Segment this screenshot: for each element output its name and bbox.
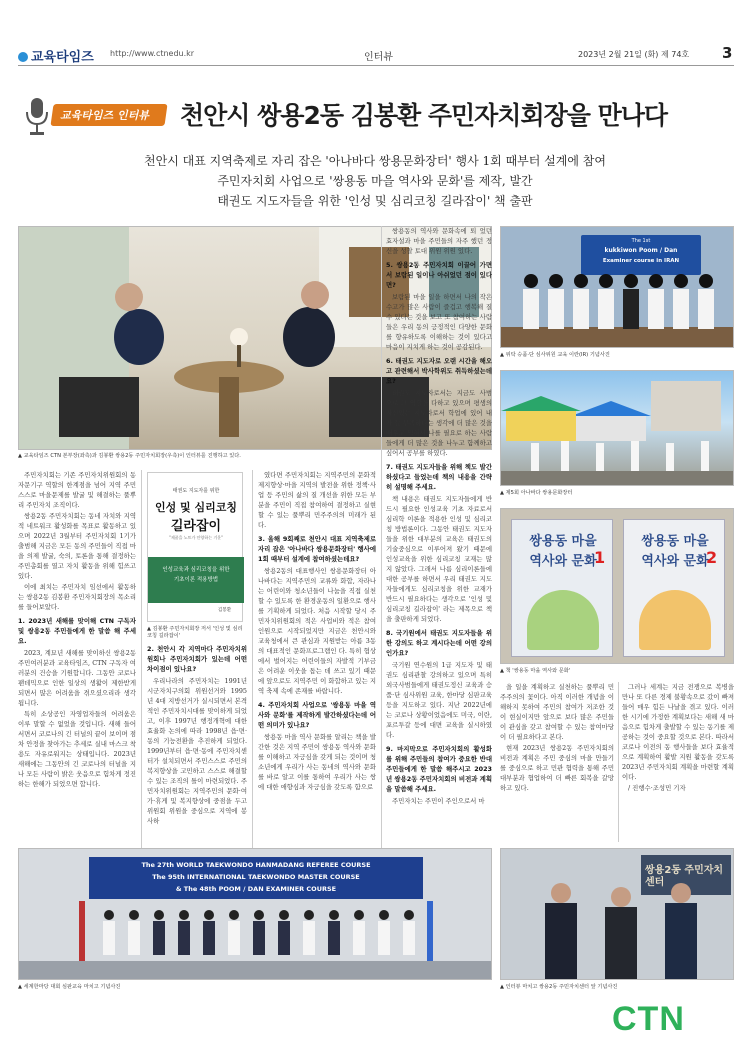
book-title-2: 길라잡이 [170,519,222,534]
paragraph: 특히 소상공인 자영업자들의 어려움은 이루 말할 수 없었을 것입니다. 새해 들어서면서 코로나의 긴 터널의 끝이 보이며 점차 안정을 찾아가는 추세로 실내 마스크 착용도 자유로워지는 상태입니다. 2023년 새해에는 그동안의 긴 코로나의 터널을 지나 모든 사람이 밝은 웃음으로 힘차게 정진하는 한해가 되었으면 합니다. [18,710,136,788]
paragraph: 현재 2023년 쌍용2동 주민자치회의 비전과 계획은 주민 중심의 마을 만들기를 중심으로 하고 민관 협력을 통해 주민 대부분과 협업하여 더 빠른 회복을 갈망하고 있다. [500,744,614,792]
section-name: 인터뷰 [364,52,393,63]
group-banner-line-3: & The 48th POOM / DAN EXAMINER COURSE [175,885,337,893]
book-1-title: 쌍용동 마을 [529,534,597,549]
question-heading: 7. 태권도 지도자들을 위해 책도 발간하셨다고 들었는데 책의 내용을 간략히 설명해 주세요. [386,463,492,491]
iran-group-illustration [501,267,734,348]
column-rule [381,226,382,942]
column-rule [618,682,619,842]
iran-banner-line-2: kukkiwon Poom / Dan [604,247,678,254]
paragraph: 쌍용동 마을 역사 문화를 알리는 책을 발간한 것은 지역 주민이 쌍용동 역사와 문화를 이해하고 자긍심을 갖게 되는 것이며 청소년에게 우리가 사는 동네의 역사와 문화를 바로 알고 이를 통하여 우리가 사는 쌍에 대한 애향심과 자긍심을 갖도록 함으로 [258,733,376,791]
caption-book: ▲ 김봉환 주민자치회장 저서 '인성 및 심리코칭 길라잡이' [147,626,243,639]
subheadline-1: 천안시 대표 지역축제로 자리 잡은 '아나바다 쌍용문화장터' 행사 1회 때부터 설계에 참여 [144,154,606,168]
site-url[interactable]: http://www.ctnedu.kr [110,49,195,58]
ctn-logo: CTN [612,1000,685,1038]
headline: 천안시 쌍용2동 김봉환 주민자치회장을 만나다 [180,101,668,130]
caption-iran: ▲ 위탁 승품·단 심사위원 교육 이란(IR) 기념사진 [500,352,610,358]
article-column-6 [622,682,734,842]
logo-icon [18,52,28,62]
subheadline-3: 태권도 지도자들을 위한 '인성 및 심리코칭 길라잡이' 책 출판 [217,194,533,208]
question-heading: 3. 올해 9회째로 천안시 대표 지역축제로 자리 잡은 '아나바다 쌍용문화장터' 행사에 1회 때부터 설계에 참여하셨는데요? [258,535,376,563]
group-banner-line-1: The 27th WORLD TAEKWONDO HANMADANG REFEREE COURSE [141,861,371,869]
book-title-1: 인성 및 심리코칭 [154,501,238,514]
caption-books: ▲ 책 '쌍용동 마을 역사와 문화' [500,668,571,674]
book-small-title: 태권도 지도자를 위한 [172,488,220,494]
book-1-subtitle: 역사와 문화 [529,554,597,569]
subheadline-2: 주민자치회 사업으로 '쌍용동 마을 역사와 문화'를 제작, 발간 [217,174,533,188]
books-photo [500,508,734,664]
question-heading: 9. 마지막으로 주민자치회의 활성화를 위해 주민들의 참여가 중요한 반대 주민들에게 한 말씀 해주시고 2023년 쌍용2동 주민자치회의 비전과 계획을 말씀해 주세요. [386,745,492,793]
paragraph: 우리나라의 주민자치는 1991년 시군자치구의회 위원선거와 1995년 4대 지방선거가 실시되면서 본격적인 주민자치시대를 맞이하게 되었고, 이후 1997년 행정개혁에 대한 효율화 논의에 따라 1998년 읍·면·동의 기능전환을 추진하게 되었다. 1999년부터 읍·면·동에 주민자치센터가 설치되면서 주민스스로 주민의 복지향상을 고민하고 스스로 해결할 수 있는 조직의 틀이 마련되었다. 주민자치위원회는 지역주민의 문화·여가·휴게 및 복지향상에 중점을 두고 위원회 위원을 중심으로 지역에 봉사하 [147,677,247,825]
paragraph: 쌍용2동 주민자치회는 동네 자치와 지역적 네트워크 활성화를 목표로 활동하고 있으며 2022년 3월부터 주민자치회 1기가 출범해 지금은 모든 동의 주민들이 직접 마을 의제 발굴, 숙의, 토론을 통해 결정하는 주민총회를 열고 자치 활동을 위해 힘쓰고 있다. [18,512,136,580]
group-photo [18,848,492,980]
paragraph: 그러나 세계는 지금 전쟁으로 복병을 만나 또 다른 경제 불황속으로 갔이 빠져들어 매우 힘든 나날을 겪고 있다. 이러한 시기에 가정한 계획보다는 새해 새 마음으로 힘차게 출발할 수 있는 동기를 제공하는 것이 중요할 것으로 본다. 따라서 코로나 이전의 동 행사들을 보다 효율적으로 계획하여 활발 지원 활동을 갖도록 2023년 주민자치회 계획을 마련할 계획이다. [622,683,734,781]
book-1 [511,519,613,657]
question-heading: 8. 국기원에서 태권도 지도자들을 위한 강의도 하고 계시다는데 어떤 강의인가요? [386,629,492,657]
question-heading: 4. 주민자치회 사업으로 '쌍용동 마을 역사와 문화'를 제작하게 발간하셨다는데 어떤 의미가 있나요? [258,701,376,729]
caption-group: ▲ 세계한마당 대회 심판교육 마치고 기념사진 [18,984,121,990]
paragraph: 태권도 지도자로서는 지금도 사범 으로 그 역할을 다하고 있으며 평생의 자신있는 지도자로서 학업에 있어 내가 늘 부족하다는 생각에 더 많은 것을 배우고 익혀서 나를 필요로 하는 사람들에게 더 많은 것을 나누고 함께하고 싶어서 공부를 하였다. [386,389,492,457]
microphone-icon [22,96,52,138]
book-2-subtitle: 역사와 문화 [641,554,709,569]
paragraph: 을 일을 계획하고 실천하는 풀뿌리 민주주의의 꽃이다. 아직 이러한 개념을 이해하지 못하여 주민의 참여가 저조한 것이 현실이지만 앞으로 보다 많은 주민들이 관심을 갖고 참여할 수 있는 참여마당이 더 필요하다고 본다. [500,683,614,741]
article-column-4 [386,226,492,942]
question-heading: 2. 천안시 각 지역마다 주민자치위원회나 주민자치회가 있는데 어떤 차이점이 있나요? [147,645,247,673]
book-cover [147,472,243,622]
paragraph: 였다면 주민자치회는 지역주민의 문화적 제지향상·마을 지역의 발전을 위한 정책·사업 등 주민의 삶의 질 개선을 위한 모든 부분을 주민이 직접 참여하여 결정하고 실현할 수 있는 풀뿌리 민주주의의 미래가 된다. [258,471,376,529]
book-band-line-2: 기초이론 적용방법 [173,577,219,583]
book-author: 김봉환 [218,608,232,613]
paragraph: 주민자치회는 기존 주민자치위원회의 동 자문기구 역할의 한계점을 넘어 지역 주민 스스로 마을문제를 발굴 및 해결하는 풀뿌리 주민자치 조직이다. [18,471,136,509]
page-header [18,46,734,66]
group-banner-line-2: The 95th INTERNATIONAL TAEKWONDO MASTER COURSE [152,873,360,881]
center-sign: 쌍용2동 주민자치센터 [645,865,724,888]
article-column-5 [500,682,614,842]
paragraph: 보람된 마을 일을 하면서 나의 작은 수고가 많은 사람이 즐겁고 행복해 질 수 있다는 것을 보고 또 참여하는 사람들은 우리 동의 긍정적인 다양한 문화를 향유하도록 이해하는 것이 있다고 마음이 지치게 하는 것이 공감된다. [386,293,492,351]
question-heading: 6. 태권도 지도자로 오랜 시간을 해오고 관련해서 박사학위도 취득하셨는데요? [386,357,492,385]
group-banner [89,857,423,899]
book-band-line-1: 인성교육과 심리코칭을 위한 [162,567,230,573]
paragraph: 쌍용2동의 대표행사인 쌍용문화장터 아나바다는 지역주민의 교류와 화합, 자라나는 어린이와 청소년들이 나눔을 직접 실천할 수 있도록 한 환경운동의 일환으로 행사를 기획하게 되었다. 처음 시작할 당시 주민자치위원회의 적은 사업비와 적은 참여인원으로 시작되었지만 지금은 천안시와 교육청에서 큰 관심과 지원받는 아름 3동의 대표적인 문화프로그램인 다. 특히 협상에서 벌어지는 어린이들의 자발적 기부금은 어려운 이웃을 돕는 데 쓰고 있기 때문에 앞으로도 지역주민 이 화합하고 있는 지역 축제 속에 존재를 바랍니다. [258,567,376,695]
page-number: 3 [722,44,733,62]
issue-date: 2023년 2월 21일 (화) 제 74호 [578,50,690,59]
festival-illustration [501,371,734,486]
book-2-illustration [639,590,711,650]
book-band [148,557,244,603]
book-1-illustration [527,590,599,650]
interview-tag: 교육타임즈 인터뷰 [60,109,149,122]
caption-main: ▲ 교육타임즈 CTN 본부장(좌측)과 김봉환 쌍용2동 주민자치회장(우측)이 인터뷰를 진행하고 있다. [18,453,241,459]
book-2 [623,519,725,657]
paragraph: 국기원 연수원의 1급 지도자 및 태권도 심리관찰 강의하고 있으며 특히 외국사범들에게 태권도정신 교육과 승품·단 심사위원 교육, 한마당 심판교육 등을 지도하고 있다. 지난 2022년에는 코로나 상황이었음에도 미국, 이란, 포르투갈 등에 대면 교육을 실시하였다. [386,661,492,739]
paragraph: 책 내용은 태권도 지도자들에게 반드시 필요한 인성교육 기초 자료로서 심리학 이론을 적용한 인성 및 심리코칭 방법론이다. 그동안 태권도 지도자들을 위한 대부분의 교육은 태권도의 기술중심으로 이루어져 왔기 때문에 인성교육을 위한 심리코칭 교재는 많지 않았다. 그래서 나름 심리이론들에 대한 공부를 하면서 우리 태권도 지도자들에게도 심리코칭을 위한 교재가 반드시 필요하다는 생각으로 '인성 및 심리코칭 길라잡이' 라는 제목으로 책을 출판하게 되었다. [386,495,492,623]
caption-center: ▲ 인터뷰 마치고 쌍용2동 주민자치센터 앞 기념사진 [500,984,618,990]
iran-banner-line-3: Examiner course in IRAN [602,258,680,264]
paragraph: 이에 최치는 주민자치 임선에서 활동하는 쌍용2동 김봉환 주민자치회장의 목소리를 들어보았다. [18,583,136,611]
newspaper-logo: 교육타임즈 [18,46,94,65]
paragraph: 쌍용동의 역사와 문화속에 퇴 었던 효자설과 마을 주민들의 자주 했던 정신을 성찰 토대 위원 위원 있다. [386,227,492,255]
center-illustration [501,879,734,980]
festival-photo [500,370,734,486]
paragraph: 2023, 계묘년 새해를 맞이하신 쌍용2동 주민여러분과 교육타임즈, CTN 구독자 여러분의 건승을 기원합니다. 그동안 코로나 팬데믹으로 인한 일상의 생활이 제한받게 되면서 많은 어려움을 겪으셨으리라 생각됩니다. [18,649,136,707]
paragraph: / 진행수·조성민 기자 [628,784,686,792]
paragraph: 주민자치는 주민이 주인으로서 마 [392,797,485,805]
iran-banner-line-1: The 1st [631,238,651,244]
book-2-title: 쌍용동 마을 [641,534,709,549]
question-heading: 5. 쌍용2동 주민자치회 이끌어 가면서 보람된 일이나 아쉬었던 점이 있다면? [386,261,492,289]
group-illustration [19,901,492,980]
book-1-number: 1 [594,548,606,567]
iran-photo [500,226,734,348]
center-photo [500,848,734,980]
question-heading: 1. 2023년 새해를 맞이해 CTN 구독자 및 쌍용2동 주민들에게 한 말씀 해 주세요. [18,617,136,645]
caption-festival: ▲ 제5회 아나바다 쌍용문화장터 [500,490,573,496]
book-2-number: 2 [706,548,718,567]
book-quote: "제품을 노트가 안양하는 기운" [169,535,223,540]
